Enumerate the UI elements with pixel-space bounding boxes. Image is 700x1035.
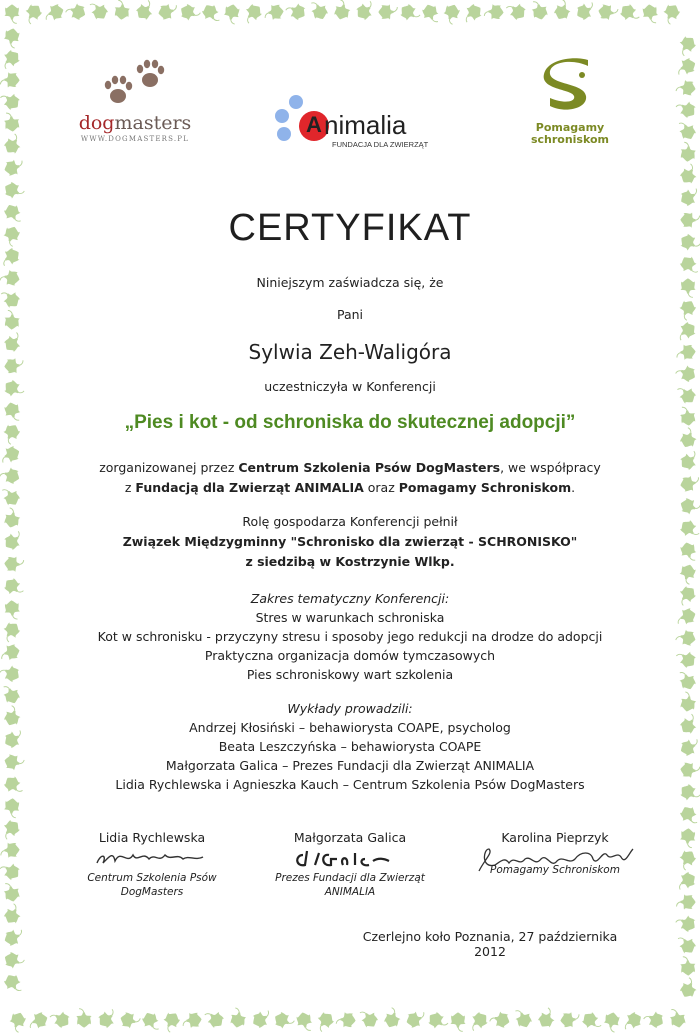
border-leaf (264, 4, 284, 21)
border-leaf (0, 662, 22, 685)
border-leaf (0, 422, 22, 446)
border-leaf (1, 132, 24, 156)
organizer-dogmasters: Centrum Szkolenia Psów DogMasters (238, 460, 501, 475)
border-leaf (76, 1008, 92, 1027)
border-leaf (674, 97, 698, 121)
dogmasters-url: WWW.DOGMASTERS.PL (80, 135, 190, 143)
border-leaf (674, 870, 698, 892)
organizer-pomagamy: Pomagamy Schroniskom (398, 480, 572, 495)
border-leaf (2, 950, 25, 971)
border-leaf (679, 691, 697, 712)
border-leaf (397, 1, 421, 24)
border-leaf (466, 1009, 490, 1033)
border-leaf (3, 753, 25, 772)
conference-title: „Pies i kot - od schroniska do skutecznej adopcji” (124, 412, 576, 433)
border-leaf (530, 0, 549, 21)
border-leaf (223, 3, 241, 24)
organizer-animalia: Fundacją dla Zwierząt ANIMALIA (135, 480, 364, 495)
border-leaf (0, 286, 23, 310)
border-leaf (2, 927, 25, 948)
border-leaf (679, 475, 700, 493)
border-leaf (678, 563, 698, 585)
border-leaf (2, 881, 21, 903)
border-leaf (0, 89, 23, 113)
border-leaf (27, 1011, 50, 1031)
border-leaf (4, 600, 20, 620)
recipient-name: Sylwia Zeh-Waligóra (248, 340, 452, 364)
border-leaf (421, 3, 441, 26)
border-leaf (1, 683, 22, 706)
border-leaf (602, 1011, 621, 1033)
pomagamy-schroniskom-logo (520, 58, 620, 153)
border-leaf (353, 0, 377, 23)
border-leaf (678, 737, 700, 758)
organizer-pre2: z (124, 480, 136, 495)
border-leaf (677, 449, 700, 473)
signatory-name: Małgorzata Galica (293, 830, 407, 845)
border-leaf (0, 246, 22, 269)
border-leaf (160, 1010, 183, 1034)
border-leaf (678, 496, 700, 517)
border-leaf (3, 401, 22, 423)
border-leaf (676, 344, 696, 360)
border-leaf (675, 382, 698, 406)
border-leaf (425, 1009, 449, 1033)
topic-item: Praktyczna organizacja domów tymczasowych (204, 648, 496, 663)
signatory-role: Centrum Szkolenia Psów (87, 872, 217, 884)
border-leaf (674, 319, 698, 342)
border-leaf (677, 712, 700, 736)
border-leaf (642, 1008, 666, 1030)
border-leaf (1, 377, 25, 400)
signatory-role: Prezes Fundacji dla Zwierząt (275, 872, 425, 884)
border-leaf (680, 212, 700, 228)
border-leaf (382, 1007, 403, 1030)
border-leaf (3, 112, 20, 132)
organizer-line-1 (40, 458, 660, 478)
signatory-role: Pomagamy Schroniskom (490, 864, 620, 876)
border-leaf (597, 3, 618, 21)
border-leaf (405, 1010, 427, 1030)
border-leaf (358, 1006, 381, 1030)
border-leaf (309, 0, 330, 22)
border-leaf (536, 1006, 559, 1030)
border-leaf (680, 278, 696, 297)
border-leaf (1, 529, 25, 553)
border-leaf (675, 33, 699, 57)
lecturer-item: Lidia Rychlewska i Agnieszka Kauch – Centrum Szkolenia Psów DogMasters (115, 777, 585, 792)
border-leaf (674, 912, 698, 935)
signatory-role: ANIMALIA (324, 886, 376, 898)
border-leaf (574, 0, 598, 22)
lecturer-item: Małgorzata Galica – Prezes Fundacji dla Zwierząt ANIMALIA (165, 758, 535, 773)
border-leaf (4, 4, 19, 23)
lecturer-item: Beata Leszczyńska – behawiorysta COAPE (218, 739, 482, 754)
host-line-2: Związek Międzygminny "Schronisko dla zwierząt - SCHRONISKO" (122, 534, 578, 549)
border-leaf (680, 142, 697, 162)
host-line-1: Rolę gospodarza Konferencji pełnił (242, 514, 458, 529)
border-leaf (4, 357, 24, 374)
organizer-post1: , we współpracy (500, 460, 601, 475)
border-leaf (48, 1007, 72, 1030)
border-leaf (1, 773, 24, 797)
intro-text: Niniejszym zaświadcza się, że (256, 275, 444, 290)
border-leaf (2, 972, 24, 996)
border-leaf (678, 804, 700, 828)
organizer-line-2 (40, 478, 660, 498)
border-leaf (88, 0, 111, 22)
border-leaf (680, 762, 700, 779)
signatory-role: DogMasters (120, 886, 184, 898)
organizer-mid2: oraz (363, 480, 399, 495)
border-leaf (513, 1007, 534, 1030)
border-leaf (378, 4, 397, 20)
border-leaf (552, 0, 574, 22)
lecturers-heading: Wykłady prowadzili: (287, 701, 413, 716)
handwritten-signature-icon (87, 845, 217, 871)
border-leaf (484, 4, 504, 20)
border-leaf (3, 158, 25, 177)
border-leaf (676, 932, 699, 956)
border-leaf (675, 607, 697, 627)
organizer-pre1: zorganizowanej przez (99, 460, 239, 475)
border-leaf (675, 583, 699, 607)
border-leaf (660, 2, 683, 26)
border-leaf (677, 162, 700, 186)
border-leaf (21, 1, 45, 25)
animalia-initial: A (306, 112, 322, 137)
border-leaf (677, 781, 700, 804)
dogmasters-word-dog: dog (78, 112, 115, 134)
lecturer-item: Andrzej Kłosiński – behawiorysta COAPE, psycholog (189, 720, 511, 735)
border-leaf (178, 2, 202, 24)
signatory-name: Lidia Rychlewska (98, 830, 206, 845)
border-leaf (680, 956, 696, 976)
border-leaf (678, 976, 700, 1000)
border-leaf (678, 232, 700, 255)
border-leaf (4, 556, 24, 572)
border-leaf (3, 507, 22, 529)
border-leaf (313, 1009, 337, 1033)
border-leaf (3, 798, 20, 818)
border-leaf (0, 268, 21, 287)
topic-item: Kot w schronisku - przyczyny stresu i sposoby jego redukcji na drodze do adopcji (97, 629, 603, 644)
border-leaf (3, 27, 21, 48)
border-leaf (0, 465, 22, 486)
animalia-subtitle: FUNDACJA DLA ZWIERZĄT (332, 140, 429, 149)
paw-prints-icon (90, 58, 180, 110)
border-leaf (669, 1007, 687, 1028)
border-leaf (0, 619, 23, 643)
border-leaf (133, 0, 157, 23)
border-leaf (2, 728, 26, 750)
border-leaf (272, 1010, 296, 1032)
border-leaf (200, 2, 222, 26)
border-leaf (203, 1006, 227, 1030)
border-leaf (617, 1, 641, 25)
dogmasters-word-masters: masters (114, 112, 192, 134)
border-leaf (450, 1012, 465, 1031)
border-leaf (679, 541, 698, 563)
border-leaf (114, 0, 131, 20)
border-leaf (295, 1011, 314, 1033)
border-leaf (579, 1009, 603, 1033)
topic-item: Stres w warunkach schroniska (255, 610, 445, 625)
signature-block-rychlewska (52, 830, 252, 899)
border-leaf (0, 817, 23, 841)
border-leaf (43, 3, 65, 23)
dogmasters-wordmark (70, 112, 200, 134)
border-leaf (0, 842, 20, 858)
border-leaf (140, 1010, 161, 1033)
border-leaf (676, 298, 698, 322)
topic-item: Pies schroniskowy wart szkolenia (246, 667, 454, 682)
border-leaf (119, 1011, 141, 1031)
border-leaf (504, 0, 528, 23)
pomagamy-line1: Pomagamy (535, 121, 605, 134)
border-leaf (674, 362, 698, 384)
border-leaf (2, 705, 23, 728)
border-leaf (1, 575, 25, 599)
border-leaf (95, 1007, 119, 1031)
border-leaf (0, 72, 20, 88)
animalia-logo (272, 90, 442, 150)
participation-text: uczestniczyła w Konferencji (264, 379, 436, 394)
signatory-name: Karolina Pieprzyk (501, 830, 609, 845)
border-leaf (441, 2, 462, 25)
border-leaf (284, 0, 308, 22)
border-leaf (620, 1010, 644, 1032)
border-leaf (0, 444, 22, 465)
certificate-title: CERTYFIKAT (228, 207, 472, 249)
animalia-name: nimalia (324, 110, 407, 140)
dogmasters-logo (70, 58, 200, 153)
border-leaf (460, 1, 484, 24)
salutation: Pani (336, 307, 364, 322)
border-leaf (680, 828, 696, 848)
border-leaf (65, 1, 88, 22)
border-leaf (489, 1010, 511, 1030)
border-leaf (336, 1011, 356, 1028)
border-leaf (676, 118, 698, 142)
border-leaf (0, 643, 21, 662)
place-and-date: Czerlejno koło Poznania, 27 października 2012 (362, 929, 618, 959)
border-leaf (240, 1, 264, 25)
border-leaf (1, 331, 25, 355)
host-line-3: z siedzibą w Kostrzynie Wlkp. (245, 554, 455, 569)
border-leaf (0, 859, 23, 883)
border-leaf (2, 202, 23, 225)
signature-block-galica (250, 830, 450, 899)
border-leaf (182, 1012, 202, 1029)
border-leaf (229, 1007, 247, 1028)
pomagamy-line2: schroniskom (530, 133, 610, 146)
handwritten-signature-icon (285, 845, 415, 871)
border-leaf (679, 406, 696, 427)
border-leaf (333, 0, 353, 21)
border-leaf (157, 2, 179, 21)
border-leaf (678, 186, 700, 208)
border-leaf (2, 902, 25, 926)
border-leaf (676, 894, 695, 910)
border-leaf (677, 669, 698, 692)
border-leaf (642, 4, 659, 25)
border-leaf (676, 79, 697, 97)
border-leaf (674, 647, 698, 671)
border-leaf (560, 1011, 580, 1028)
border-leaf (7, 1010, 28, 1033)
border-leaf (675, 847, 698, 871)
border-leaf (0, 47, 23, 71)
border-leaf (2, 180, 26, 202)
border-leaf (677, 517, 700, 541)
border-leaf (4, 310, 20, 330)
border-leaf (678, 427, 699, 450)
signature-block-pieprzyk (455, 830, 655, 877)
border-leaf (0, 484, 22, 508)
border-leaf (250, 1008, 274, 1030)
border-leaf (1, 224, 22, 247)
pomagamy-s-icon (542, 58, 598, 116)
border-leaf (678, 254, 700, 278)
border-leaf (675, 628, 697, 647)
topics-heading: Zakres tematyczny Konferencji: (250, 591, 450, 606)
organizer-post2: . (571, 480, 576, 495)
border-leaf (675, 56, 698, 77)
